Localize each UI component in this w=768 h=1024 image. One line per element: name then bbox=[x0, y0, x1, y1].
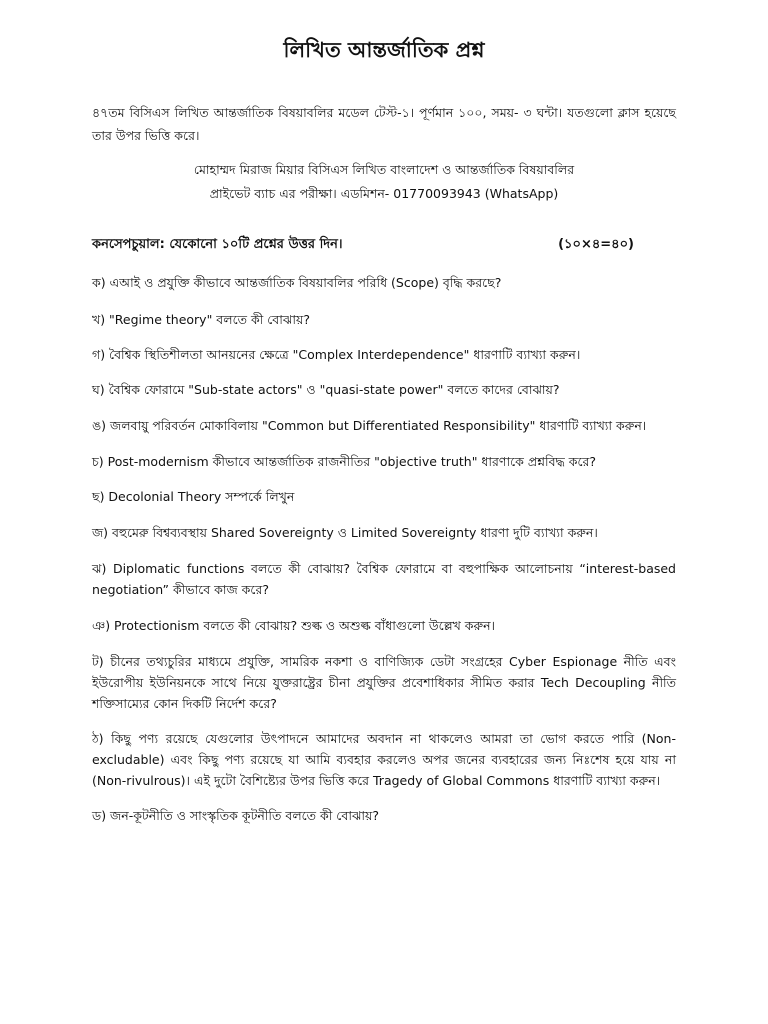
question-ta: ট) চীনের তথ্যচুরির মাধ্যমে প্রযুক্তি, সামরিক নকশা ও বাণিজ্যিক ডেটা সংগ্রহের Cyber Espionage নীতি এবং ইউরোপীয় ইউনিয়নকে সাথে নিয়ে যুক্তরাষ্ট্রের চীনা প্রযুক্তির প্রবেশাধিকার সীমিত করার Tech Decoupling নীতি শক্তিসাম্যের কোন দিকটি নির্দেশ করে? bbox=[92, 654, 676, 711]
question-gha: ঘ) বৈশ্বিক ফোরামে "Sub-state actors" ও "quasi-state power" বলতে কাদের বোঝায়? bbox=[92, 382, 560, 397]
question-chha: ছ) Decolonial Theory সম্পর্কে লিখুন bbox=[92, 489, 295, 504]
question-kha: খ) "Regime theory" বলতে কী বোঝায়? bbox=[92, 312, 310, 327]
question-jha: ঝ) Diplomatic functions বলতে কী বোঝায়? বৈশ্বিক ফোরামে বা বহুপাক্ষিক আলোচনায় “interest-based negotiation” কীভাবে কাজ করে? bbox=[92, 561, 676, 597]
question-nya: ঞ) Protectionism বলতে কী বোঝায়? শুল্ক ও অশুল্ক বাঁধাগুলো উল্লেখ করুন। bbox=[92, 618, 496, 633]
question-uma: ঙ) জলবায়ু পরিবর্তন মোকাবিলায় "Common but Differentiated Responsibility" ধারণাটি ব্যাখ্যা করুন। bbox=[92, 418, 647, 433]
section-heading bbox=[92, 235, 634, 256]
question-cha: চ) Post-modernism কীভাবে আন্তর্জাতিক রাজনীতির "objective truth" ধারণাকে প্রশ্নবিদ্ধ করে? bbox=[92, 454, 596, 469]
question-da: ড) জন-কূটনীতি ও সাংস্কৃতিক কূটনীতি বলতে কী বোঝায়? bbox=[92, 808, 380, 823]
section-marks: (১০×৪=৪০) bbox=[558, 237, 634, 252]
question-ga: গ) বৈশ্বিক স্থিতিশীলতা আনয়নের ক্ষেত্রে "Complex Interdependence" ধারণাটি ব্যাখ্যা করুন। bbox=[92, 347, 581, 362]
exam-intro: ৪৭তম বিসিএস লিখিত আন্তর্জাতিক বিষয়াবলির মডেল টেস্ট-১। পূর্ণমান ১০০, সময়- ৩ ঘন্টা। যতগুলো ক্লাস হয়েছে তার উপর ভিত্তি করে। bbox=[92, 105, 676, 143]
page-title: লিখিত আন্তর্জাতিক প্রশ্ন bbox=[283, 38, 485, 62]
question-ja: জ) বহুমেরু বিশ্বব্যবস্থায় Shared Sovereignty ও Limited Sovereignty ধারণা দুটি ব্যাখ্যা করুন। bbox=[92, 525, 598, 540]
organizer-line-2: প্রাইভেট ব্যাচ এর পরীক্ষা। এডমিশন- 01770093943 (WhatsApp) bbox=[209, 186, 559, 201]
organizer-line-1: মোহাম্মদ মিরাজ মিয়ার বিসিএস লিখিত বাংলাদেশ ও আন্তর্জাতিক বিষয়াবলির bbox=[193, 162, 575, 177]
section-instruction: কনসেপচুয়াল: যেকোনো ১০টি প্রশ্নের উত্তর দিন। bbox=[92, 237, 343, 252]
question-ka: ক) এআই ও প্রযুক্তি কীভাবে আন্তর্জাতিক বিষয়াবলির পরিধি (Scope) বৃদ্ধি করছে? bbox=[92, 275, 502, 290]
question-tha: ঠ) কিছু পণ্য রয়েছে যেগুলোর উৎপাদনে আমাদের অবদান না থাকলেও আমরা তা ভোগ করতে পারি (Non-excludable) এবং কিছু পণ্য রয়েছে যা আমি ব্যবহার করলেও অপর জনের ব্যবহারের জন্য নিঃশেষ হয়ে যায় না (Non-rivulrous)। এই দুটো বৈশিষ্ট্যের উপর ভিত্তি করে Tragedy of Global Commons ধারণাটি ব্যাখ্যা করুন। bbox=[92, 731, 676, 788]
organizer-info bbox=[92, 158, 676, 206]
